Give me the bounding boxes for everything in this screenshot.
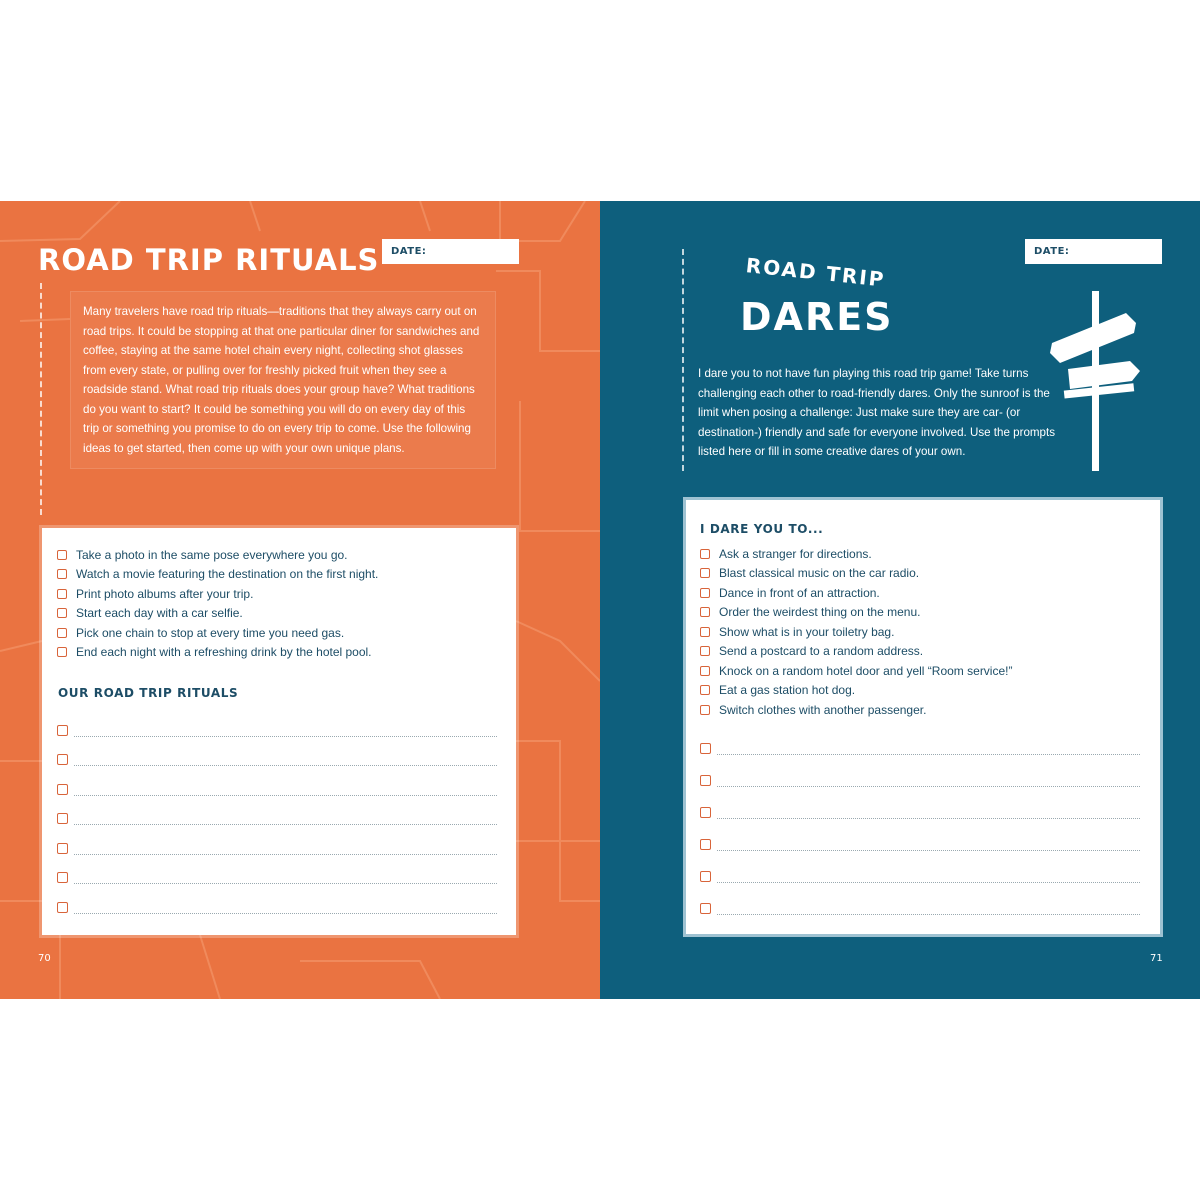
- item-text: Show what is in your toiletry bag.: [719, 624, 895, 639]
- write-in-line[interactable]: [717, 914, 1140, 915]
- list-item: [700, 583, 1140, 603]
- checkbox-icon[interactable]: [57, 784, 68, 795]
- list-item: [700, 622, 1140, 642]
- page-number: 70: [38, 953, 51, 964]
- ritual-list: [57, 545, 497, 662]
- checkbox-icon[interactable]: [57, 872, 68, 883]
- checkbox-icon[interactable]: [700, 743, 711, 754]
- item-text: End each night with a refreshing drink by the hotel pool.: [76, 645, 372, 660]
- list-item: [700, 700, 1140, 720]
- checkbox-icon[interactable]: [700, 666, 710, 676]
- list-item: [57, 584, 497, 604]
- write-in-line[interactable]: [74, 854, 497, 855]
- item-text: Dance in front of an attraction.: [719, 585, 880, 600]
- blank-entry-row[interactable]: [700, 852, 1140, 884]
- write-in-line[interactable]: [717, 786, 1140, 787]
- list-item: [57, 604, 497, 624]
- left-page: [0, 201, 600, 999]
- blank-entry-row[interactable]: [57, 767, 497, 797]
- list-item: [700, 564, 1140, 584]
- blank-entry-row[interactable]: [57, 797, 497, 827]
- checkbox-icon[interactable]: [700, 903, 711, 914]
- list-item: [700, 544, 1140, 564]
- checkbox-icon[interactable]: [700, 627, 710, 637]
- list-item: [57, 545, 497, 565]
- blank-entry-row[interactable]: [700, 884, 1140, 916]
- item-text: Start each day with a car selfie.: [76, 606, 243, 621]
- list-item: [57, 565, 497, 585]
- list-item: [700, 603, 1140, 623]
- write-in-line[interactable]: [74, 824, 497, 825]
- checkbox-icon[interactable]: [700, 871, 711, 882]
- checkbox-icon[interactable]: [700, 588, 710, 598]
- dashed-divider: [682, 249, 684, 471]
- blank-entry-row[interactable]: [700, 756, 1140, 788]
- list-item: [700, 642, 1140, 662]
- dashed-divider: [40, 283, 42, 515]
- checkbox-icon[interactable]: [57, 550, 67, 560]
- write-in-line[interactable]: [74, 795, 497, 796]
- write-in-line[interactable]: [717, 754, 1140, 755]
- dares-card: [683, 497, 1163, 937]
- blank-entry-row[interactable]: [57, 708, 497, 738]
- item-text: Knock on a random hotel door and yell “Room service!”: [719, 663, 1013, 678]
- item-text: Pick one chain to stop at every time you need gas.: [76, 625, 345, 640]
- blank-entry-row[interactable]: [700, 820, 1140, 852]
- checkbox-icon[interactable]: [57, 628, 67, 638]
- blank-entry-row[interactable]: [57, 738, 497, 768]
- item-text: Print photo albums after your trip.: [76, 586, 254, 601]
- date-field[interactable]: [1025, 239, 1162, 264]
- blank-ritual-lines: [57, 708, 497, 915]
- item-text: Watch a movie featuring the destination on the first night.: [76, 567, 379, 582]
- write-in-line[interactable]: [74, 913, 497, 914]
- dares-heading: I DARE YOU TO...: [700, 522, 824, 536]
- checkbox-icon[interactable]: [700, 685, 710, 695]
- blank-dare-lines: [700, 724, 1140, 916]
- date-field[interactable]: [382, 239, 519, 264]
- write-in-line[interactable]: [717, 882, 1140, 883]
- item-text: Blast classical music on the car radio.: [719, 566, 920, 581]
- checkbox-icon[interactable]: [700, 549, 710, 559]
- checkbox-icon[interactable]: [57, 725, 68, 736]
- blank-entry-row[interactable]: [700, 788, 1140, 820]
- item-text: Eat a gas station hot dog.: [719, 683, 856, 698]
- checkbox-icon[interactable]: [57, 647, 67, 657]
- checkbox-icon[interactable]: [700, 705, 710, 715]
- item-text: Take a photo in the same pose everywhere you go.: [76, 547, 348, 562]
- blank-entry-row[interactable]: [57, 856, 497, 886]
- write-in-line[interactable]: [717, 850, 1140, 851]
- write-in-line[interactable]: [74, 736, 497, 737]
- date-label: DATE:: [1034, 246, 1070, 257]
- write-in-line[interactable]: [717, 818, 1140, 819]
- list-item: [57, 623, 497, 643]
- list-item: [57, 643, 497, 663]
- checkbox-icon[interactable]: [700, 646, 710, 656]
- page-number: 71: [1150, 953, 1163, 964]
- write-in-line[interactable]: [74, 765, 497, 766]
- checkbox-icon[interactable]: [700, 775, 711, 786]
- rituals-card: [42, 528, 516, 935]
- checkbox-icon[interactable]: [57, 589, 67, 599]
- blank-entry-row[interactable]: [57, 826, 497, 856]
- item-text: Order the weirdest thing on the menu.: [719, 605, 921, 620]
- blank-entry-row[interactable]: [57, 885, 497, 915]
- checkbox-icon[interactable]: [57, 754, 68, 765]
- list-item: [700, 681, 1140, 701]
- checkbox-icon[interactable]: [57, 843, 68, 854]
- checkbox-icon[interactable]: [700, 839, 711, 850]
- our-rituals-heading: OUR ROAD TRIP RITUALS: [58, 686, 239, 700]
- item-text: Send a postcard to a random address.: [719, 644, 924, 659]
- checkbox-icon[interactable]: [700, 607, 710, 617]
- page-title: ROAD TRIP RITUALS: [38, 243, 380, 277]
- dare-list: [700, 544, 1140, 720]
- checkbox-icon[interactable]: [700, 568, 710, 578]
- write-in-line[interactable]: [74, 883, 497, 884]
- date-label: DATE:: [391, 246, 427, 257]
- intro-text: I dare you to not have fun playing this road trip game! Take turns challenging each other to road-friendly dares. Only the sunroof is the limit when posing a challenge: Just make sure they are car- (or destination-) friendly and safe for everyone involved. Use the prompts listed here or fill in some creative dares of your own.: [698, 367, 1056, 458]
- checkbox-icon[interactable]: [57, 813, 68, 824]
- checkbox-icon[interactable]: [57, 902, 68, 913]
- intro-text: Many travelers have road trip rituals—traditions that they always carry out on road trips. It could be stopping at that one particular diner for sandwiches and coffee, staying at the same hotel chain every night, collecting shot glasses from every state, or pulling over for freshly picked fruit when they see a roadside stand. What road trip rituals does your group have? What traditions do you want to start? It could be something you will do on every day of this trip or something you promise to do on every trip to come. Use the following ideas to get started, then come up with your own unique plans.: [70, 291, 496, 469]
- checkbox-icon[interactable]: [57, 569, 67, 579]
- item-text: Switch clothes with another passenger.: [719, 702, 927, 717]
- page-title: DARES: [740, 295, 894, 339]
- blank-entry-row[interactable]: [700, 724, 1140, 756]
- right-page: [600, 201, 1200, 999]
- page-title-small: ROAD TRIP: [744, 253, 887, 292]
- item-text: Ask a stranger for directions.: [719, 546, 872, 561]
- list-item: [700, 661, 1140, 681]
- checkbox-icon[interactable]: [700, 807, 711, 818]
- checkbox-icon[interactable]: [57, 608, 67, 618]
